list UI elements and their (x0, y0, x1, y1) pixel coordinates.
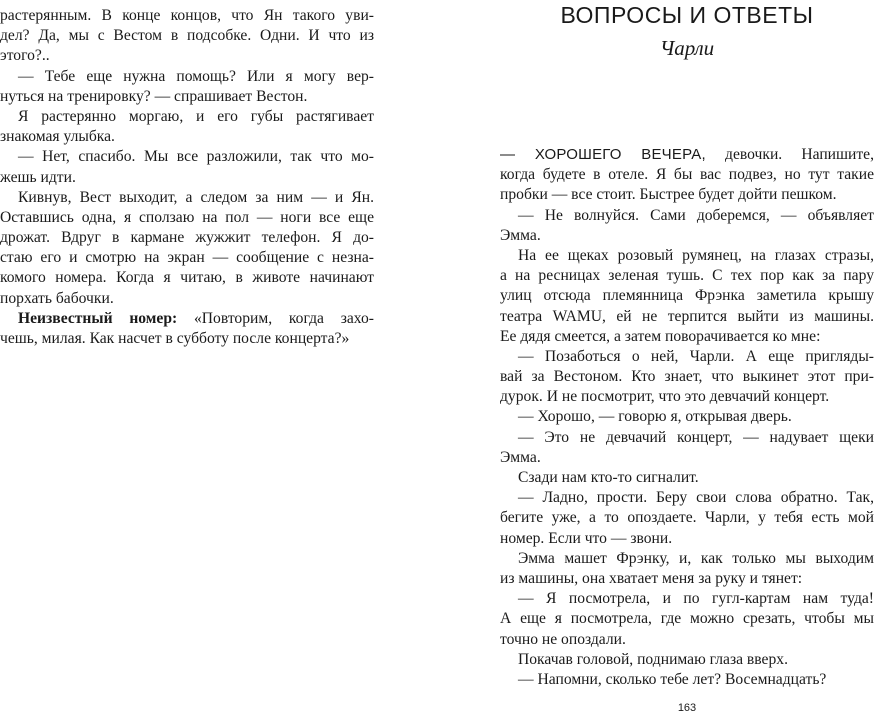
text-line: знакомая улыбка. (0, 128, 115, 146)
opening-caps: — ХОРОШЕГО ВЕЧЕРА, (500, 146, 706, 163)
text-line: стаю его и смотрю на экран — сообщение с незна- (0, 249, 374, 267)
text-line: бегите уже, а то опоздаете. Чарли, у тебя есть мой (500, 509, 874, 527)
text-line: Сзади нам кто-то сигналит. (518, 469, 699, 486)
right-page-text (500, 145, 874, 690)
text-line: Эмма. (500, 448, 541, 466)
text-line: — Хорошо, — говорю я, открывая дверь. (518, 408, 792, 426)
text-line: — Я посмотрела, и по гугл-картам нам туда! (518, 590, 874, 608)
text-line: комого номера. Когда я читаю, в животе начинают (0, 269, 374, 287)
text-line: когда будете в отеле. Я бы вас подвез, но тут такие (500, 166, 874, 184)
page-number: 163 (677, 702, 697, 714)
text-line: а на ресницах зеленая тушь. С тех пор как за пару (500, 267, 874, 285)
text-line: точно не опоздали. (500, 630, 626, 648)
message-sender: Неизвестный номер: (18, 309, 178, 327)
text-line: нуться на тренировку? — спрашивает Вестон. (0, 87, 308, 105)
text-line (500, 145, 874, 165)
text-line: Эмма. (500, 226, 541, 244)
text-line: — Не волнуйся. Сами доберемся, — объявляет (518, 206, 874, 224)
text-line: Кивнув, Вест выходит, а следом за ним — и Ян. (18, 188, 374, 206)
text-line: — Тебе еще нужна помощь? Или я могу вер- (18, 67, 374, 85)
text-line: Я растерянно моргаю, и его губы растягивает (18, 107, 374, 125)
chapter-subtitle: Чарли (659, 36, 715, 60)
opening-rest: девочки. Напишите, (705, 146, 874, 163)
text-line: — Ладно, прости. Беру свои слова обратно. Так, (518, 489, 874, 507)
text-line: — Это не девчачий концерт, — надувает щеки (518, 428, 874, 446)
text-line: из машины, она хватает меня за руку и тянет: (500, 569, 803, 587)
right-page (472, 0, 874, 715)
text-line: жешь идти. (0, 168, 76, 186)
text-line: номер. Если что — звони. (500, 529, 673, 547)
text-line: Оставшись одна, я сползаю на пол — ноги все еще (0, 208, 374, 226)
text-line: Эмма машет Фрэнку, и, как только мы выходим (518, 549, 874, 567)
text-line: пробки — все стоит. Быстрее будет дойти пешком. (500, 186, 837, 204)
message-text: «Повторим, когда захо- (177, 309, 374, 327)
chapter-title: ВОПРОСЫ И ОТВЕТЫ (560, 2, 814, 28)
text-line: — Позаботься о ней, Чарли. А еще пригляды- (518, 347, 874, 365)
text-line: дурок. И не посмотрит, что это девчачий концерт. (500, 388, 830, 406)
text-line: дрожат. Вдруг в кармане жужжит телефон. Я до- (0, 229, 374, 247)
text-line: Покачав головой, поднимаю глаза вверх. (518, 650, 788, 668)
text-line: этого?.. (0, 47, 50, 65)
text-line: улиц отсюда племянница Фрэнка заметила крышу (500, 287, 874, 305)
text-line: порхать бабочки. (0, 289, 114, 307)
text-line: Ее дядя смеется, а затем поворачивается ко мне: (500, 327, 821, 345)
left-page (0, 0, 390, 715)
text-line: растерянным. В конце концов, что Ян такого уви- (0, 7, 374, 24)
text-line: дел? Да, мы с Вестом в подсобке. Одни. И что из (0, 27, 374, 45)
text-line: — Напомни, сколько тебе лет? Восемнадцать? (518, 670, 827, 688)
text-message-line (0, 309, 374, 329)
text-line: А еще я посмотрела, где можно срезать, чтобы мы (500, 610, 874, 628)
left-page-text (0, 6, 374, 349)
text-message-line: чешь, милая. Как насчет в субботу после концерта?» (0, 330, 350, 347)
text-line: театра WAMU, ей не терпится выйти из машины. (500, 307, 874, 325)
text-line: — Нет, спасибо. Мы все разложили, так что мо- (18, 148, 374, 166)
text-line: На ее щеках розовый румянец, на глазах стразы, (518, 246, 874, 264)
text-line: вай за Вестоном. Кто знает, что выкинет этот при- (500, 368, 874, 386)
